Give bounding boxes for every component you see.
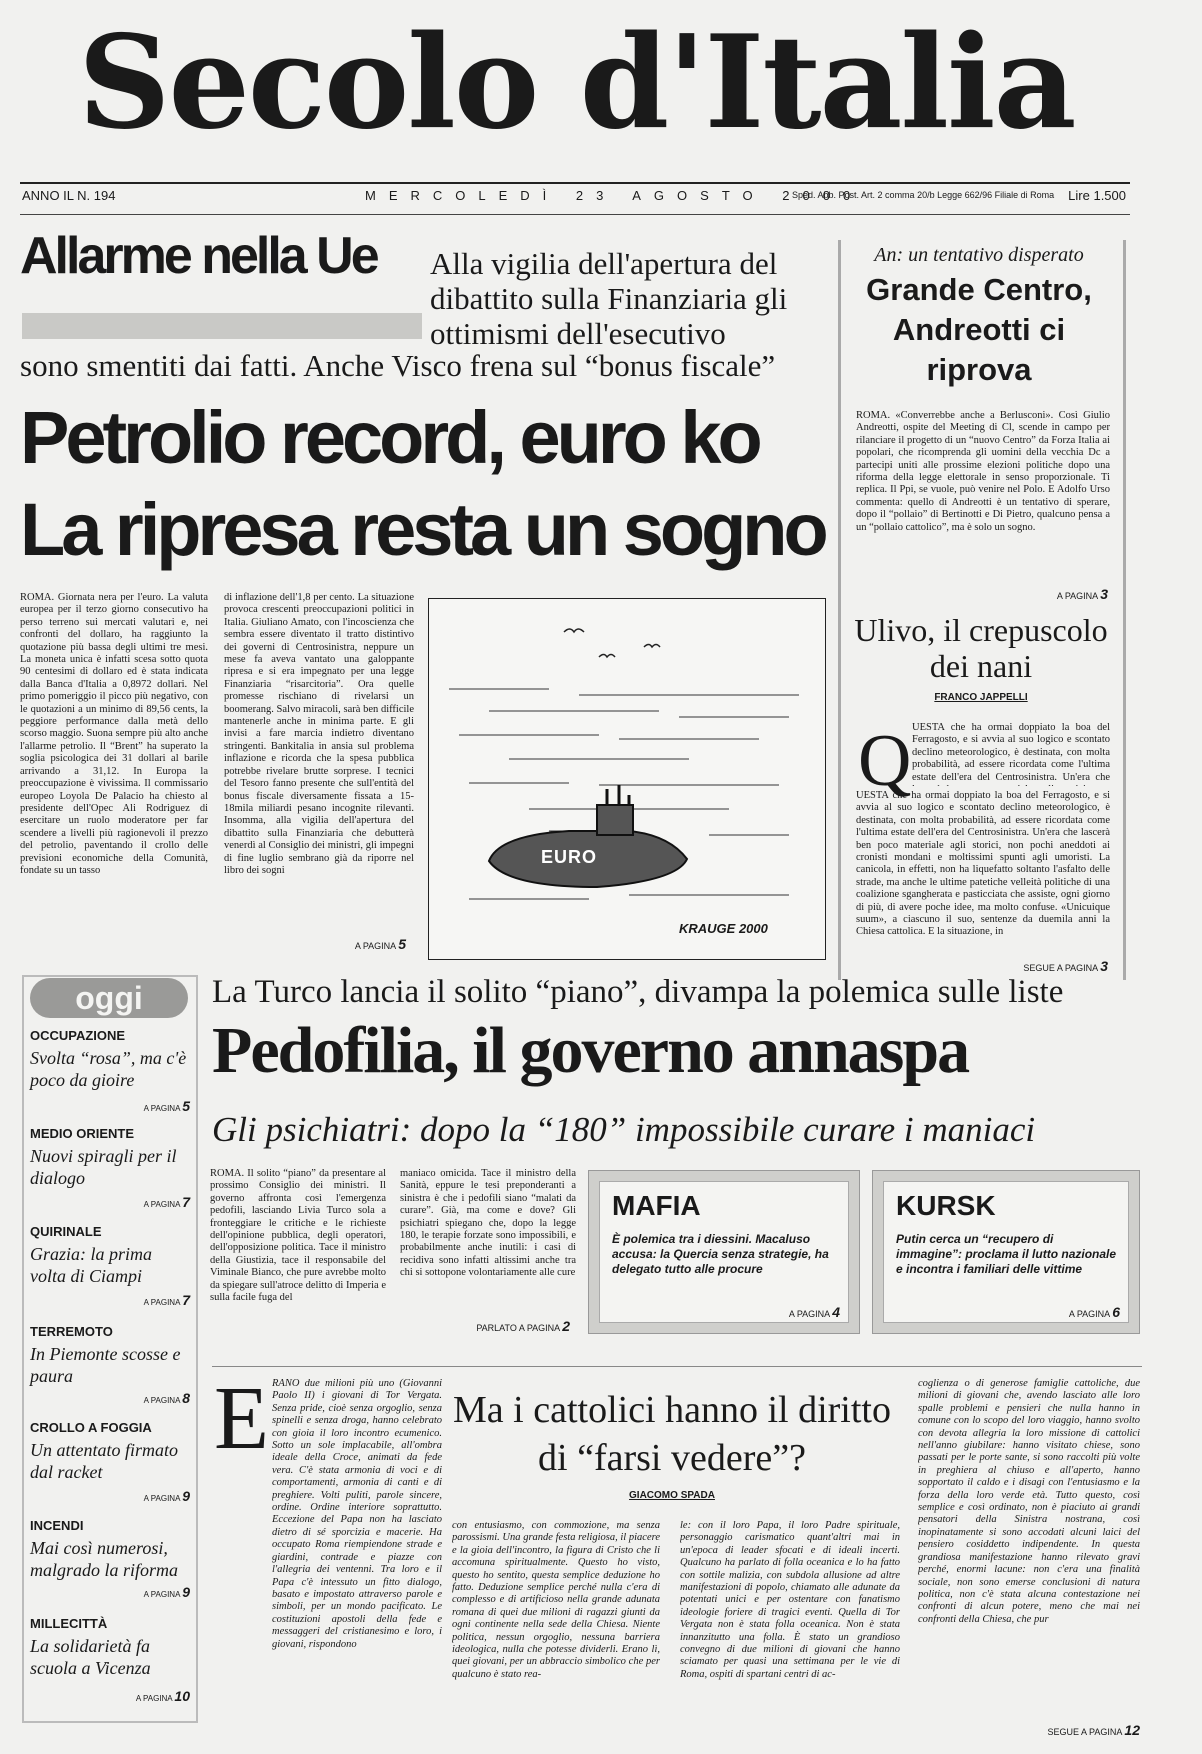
mafia-title: MAFIA — [612, 1190, 701, 1221]
page-ref-number: 3 — [1100, 958, 1108, 974]
oggi-item-page: A PAGINA 5 — [143, 1098, 190, 1114]
lead-deck-2: sono smentiti dai fatti. Anche Visco frena sul “bonus fiscale” — [20, 348, 776, 383]
kursk-text: Putin cerca un “recupero di immagine”: proclama il lutto nazionale e incontra i familiari delle vittime — [896, 1232, 1117, 1276]
lead-kicker: Allarme nella Ue — [20, 227, 377, 285]
right-mid-body: UESTA che ha ormai doppiato la boa del Ferragosto, e si avvia al suo logico e scontato declino meteorologico, è destinata, con molta probabilità, ad essere ricordata come l'ultima estate dell'era del Centrosinistra. Un'era che lascerà ben poco materiale agli storici, non pochi aneddoti ai cronisti mondani e moltissimi spunti agli umoristi. La canicola, in effetti, non ha liquefatto soltanto l'asfalto delle strade, ma anche le ultime patetiche velleità politiche di una coalizione sgangherata e pasticciata che assiste, ogni giorno di più, di avere poche idee, ma molto confuse. «Unicuique suum», a ciascuno il suo, sentenze da duemila anni la Chiesa cattolica. E la situazione, in — [856, 790, 1110, 938]
oggi-item-key: INCENDI — [30, 1518, 84, 1533]
oggi-item-key: TERREMOTO — [30, 1324, 113, 1339]
kursk-page-ref: A PAGINA 6 — [1068, 1304, 1120, 1320]
oggi-item-page: A PAGINA 7 — [143, 1292, 190, 1308]
right-top-kicker: An: un tentativo disperato — [874, 244, 1084, 266]
right-mid-author: FRANCO JAPPELLI — [934, 692, 1028, 703]
price: Lire 1.500 — [1068, 188, 1126, 203]
oggi-title: oggi — [30, 978, 188, 1018]
kursk-title: KURSK — [896, 1190, 996, 1221]
pedofilia-page-ref — [400, 1318, 570, 1334]
page-ref-label: SEGUE A PAGINA — [1023, 963, 1098, 973]
grey-bar — [22, 313, 422, 339]
oggi-item-page: A PAGINA 9 — [143, 1488, 190, 1504]
pedofilia-column-2: maniaco omicida. Tace il ministro della Sanità, eppure le tesi preponderanti a sinistra è che i pedofili siano “malati da curare”. Già, ma come e dove? Gli psichiatri spiegano che, dopo la legge 180, le terapie forzate sono impossibili, e probabilmente anche inutili: i casi di recidiva sono infatti altissimi anche tra chi si sottopone volontariamente alle cure — [400, 1168, 576, 1279]
cattolici-column-4: coglienza o di generose famiglie cattoliche, due milioni di giovani che, avendo lasciato alle loro spalle problemi e pensieri che nulla hanno in comune con lo scopo del loro viaggio, hanno svolto con devota allegria la loro missione di cattolici nell'anno giubilare: hanno visitato chiese, sono passati per le porte sante, si sono raccolti più volte in preghiera al chiuso e all'aperto, hanno sopportato il caldo e i disagi con l'entusiasmo e la forza della loro verde età. Tutto questo, così semplice e così ordinato, non è piaciuto ai grandi pensatori della Sinistra nostrana, così inopinatamente si sono accodati alcuni laici del pensiero cosiddetto indipendente. In questa grandiosa manifestazione hanno rilevato gravi perché, enormi lacune: non c'era una finalità sociale, non sono emerse conclusioni di natura politica, non c'è stata alcuna contestazione nei confronti di alcun potere, meno che mai nei confronti della Chiesa, che pur — [918, 1378, 1140, 1625]
divider — [212, 1366, 1142, 1367]
oggi-item-page: A PAGINA 7 — [143, 1194, 190, 1210]
oggi-item-text: La solidarietà fa scuola a Vicenza — [30, 1636, 151, 1678]
cartoon-drawing — [429, 599, 825, 959]
lead-headline-1: Petrolio record, euro ko — [20, 396, 759, 479]
page-ref-number: 5 — [398, 936, 406, 952]
cartoon-signature: KRAUGE 2000 — [679, 921, 768, 936]
pedofilia-subhead: Gli psichiatri: dopo la “180” impossibile curare i maniaci — [212, 1110, 1036, 1149]
page-ref-label: SEGUE A PAGINA — [1047, 1727, 1122, 1737]
masthead: Secolo d'Italia — [78, 8, 1075, 158]
oggi-item-key: QUIRINALE — [30, 1224, 102, 1239]
mafia-page-ref: A PAGINA 4 — [788, 1304, 840, 1320]
oggi-item-page: A PAGINA 9 — [143, 1584, 190, 1600]
right-top-headline: Grande Centro, Andreotti ci riprova — [866, 272, 1092, 387]
oggi-item-text: Un attentato firmato dal racket — [30, 1440, 178, 1482]
cattolici-column-2: con entusiasmo, con commozione, ma senza parossismi. Una grande festa religiosa, il piacere e la gioia dell'incontro, la figura di Cristo che li accomuna spiritualmente. Questo ho visto, questo ho sentito, questa semplice deduzione ho fatto. Deduzione semplice perché nulla c'era di complesso e di artificioso nella grande adunata romana di quei due milioni di ragazzi giunti da ogni continente nella sede della Chiesa. Niente politica, nessun orgoglio, nessuna barriera ideologica, nulla che potesse dividerli. Erano lì, quei giovani, per un abbraccio simbolico che per qualcuno è stato rea- — [452, 1520, 660, 1680]
lead-deck: Alla vigilia dell'apertura del dibattito sulla Finanziaria gli ottimismi dell'esecutivo — [430, 246, 788, 351]
issue-date: MERCOLEDÌ 23 AGOSTO 2000 — [365, 188, 864, 203]
cartoon — [428, 598, 826, 960]
oggi-item-key: OCCUPAZIONE — [30, 1028, 126, 1043]
oggi-item[interactable] — [30, 1028, 190, 1114]
cattolici-headline: Ma i cattolici hanno il diritto di “farsi vedere”? — [453, 1389, 891, 1479]
oggi-item[interactable] — [30, 1224, 190, 1308]
oggi-item-key: MILLECITTÀ — [30, 1616, 108, 1631]
right-mid-headline: Ulivo, il crepuscolo dei nani — [854, 612, 1108, 684]
oggi-item-text: In Piemonte scosse e paura — [30, 1344, 181, 1386]
page-ref-label: A PAGINA — [354, 941, 396, 951]
lead-headline-2: La ripresa resta un sogno — [20, 488, 825, 571]
lead-page-ref — [300, 936, 406, 952]
pedofilia-headline: Pedofilia, il governo annaspa — [212, 1014, 969, 1087]
dateline — [20, 182, 1130, 215]
oggi-item-page: A PAGINA 8 — [143, 1390, 190, 1406]
oggi-item[interactable] — [30, 1324, 190, 1406]
right-mid-dropcap: Q — [858, 720, 912, 802]
oggi-item-text: Nuovi spiragli per il dialogo — [30, 1146, 177, 1188]
oggi-item-key: MEDIO ORIENTE — [30, 1126, 135, 1141]
right-top-body: ROMA. «Converrebbe anche a Berlusconi». Così Giulio Andreotti, ospite del Meeting di Cl, scende in campo per rilanciare il progetto di un “nuovo Centro” da Forza Italia ai popolari, che ricomprenda gli uomini della vecchia Dc a partecipi uniti alle prossime elezioni politiche dopo una riforma della legge elettorale in senso proporzionale. Ti replica. Il Ppi, se vuole, può venire nel Polo. E Adolfo Urso commenta: quello di Andreotti è un tentativo di sperare, dopo il “pollaio” di Bertinotti e Di Pietro, qualcuno pensa a un “pollaio cattolico”, ma è solo un sogno. — [856, 410, 1110, 533]
mafia-box[interactable] — [588, 1170, 860, 1334]
kursk-box[interactable] — [872, 1170, 1140, 1334]
lead-column-2: di inflazione dell'1,8 per cento. La situazione provoca crescenti preoccupazioni politici in Italia. Giuliano Amato, con l'incoscienza che sembra essere diventato il tratto distintivo dei governi di Centrosinistra, neppure un mese fa aveva vantato una galoppante ripresa e si era impegnato per una legge Finanziaria “risarcitoria”. Ora quelle promesse rischiano di rivelarsi un boomerang. Salvo miracoli, sarà ben difficile mantenerle anche in minima parte. E gli invisi a fare marcia indietro diventano stringenti. Bankitalia in ansia sul problema inflazione e ricorda che la spesa pubblica potrebbe rivelare brutte sorprese. I tecnici del Tesoro fanno presente che sull'entità del bonus fiscale diversamente fissata a 15-18mila miliardi pesano incognite rilevanti. Insomma, alla vigilia dell'apertura del dibattito sulla Finanziaria che debutterà venerdì al Consiglio dei ministri, gli impegni di fine luglio sembrano già da riporre nel libro dei sogni — [224, 592, 414, 876]
pedofilia-kicker: La Turco lancia il solito “piano”, divampa la polemica sulle liste — [212, 974, 1064, 1010]
oggi-item-page: A PAGINA 10 — [135, 1688, 190, 1704]
oggi-item-key: CROLLO A FOGGIA — [30, 1420, 152, 1435]
oggi-item[interactable] — [30, 1126, 190, 1210]
page-ref-label: PARLATO A PAGINA — [476, 1323, 560, 1333]
cattolici-column-3: le: con il loro Papa, il loro Padre spirituale, personaggio carismatico quant'altri mai in un'epoca di leader sfocati e di ideali incerti. Qualcuno ha parlato di folla oceanica e lo ha fatto con sottile malizia, con subdola allusione ad altre manifestazioni di popolo, chiamato alle adunate da potentati unici e per ostentare con fanatismo ideologie foriere di tragici eventi. Quella di Tor Vergata non è stata folla oceanica. Non è stata innanzitutto una folla. È stato un grandioso convegno di due milioni di giovani che hanno sciamato per quasi una settimana per le vie di Roma, ospiti di spartani centri di ac- — [680, 1520, 900, 1680]
right-mid-body-top: UESTA che ha ormai doppiato la boa del Ferragosto, e si avvia al suo logico e scontato declino meteorologico, è destinata, con molta probabilità, ad essere ricordata come l'ultima estate dell'era del Centrosinistra. Un'era che — [912, 722, 1110, 783]
cattolici-column-1: RANO due milioni più uno (Giovanni Paolo II) i giovani di Tor Vergata. Senza pride, cioè senza orgoglio, senza spinelli e senza droga, hanno celebrato con gioia il loro incontro ecumenico. Sotto un sole implacabile, all'ombra ideale della Croce, animati da fede vera. C'è stata armonia di voci e di comportamenti, armonia di canti e di preghiere. Volti puliti, parole sincere, ordine. Ordine interiore soprattutto. Eccezione del Papa non ha lasciato dietro di sé sporcizia e macerie. Ha occupato Roma riempiendone strade e giardini, contrade e piazze con l'allegria dei ventenni. Tra loro e il Papa c'è intessuto un fitto dialogo, basato e impostato attraverso parole e simboli, per un mondo pacificato. Le costituzioni apostoli della fede e messaggeri del cristianesimo e loro, i giovani, rispondono — [272, 1378, 442, 1650]
page-ref-number: 2 — [562, 1318, 570, 1334]
cattolici-page-ref — [1000, 1722, 1140, 1738]
cattolici-author: GIACOMO SPADA — [629, 1490, 715, 1501]
page-ref-number: 12 — [1124, 1722, 1140, 1738]
oggi-item-text: Grazia: la prima volta di Ciampi — [30, 1244, 153, 1286]
mafia-text: È polemica tra i diessini. Macaluso accusa: la Quercia senza strategie, ha delegato tutto alle procure — [612, 1232, 829, 1276]
oggi-item[interactable] — [30, 1616, 190, 1704]
page-ref-label: A PAGINA — [1056, 591, 1098, 601]
cattolici-dropcap: E — [214, 1369, 269, 1468]
oggi-item-text: Svolta “rosa”, ma c'è poco da gioire — [30, 1048, 187, 1090]
issue-number: ANNO IL N. 194 — [22, 188, 116, 203]
right-top-page-ref — [990, 586, 1108, 602]
oggi-item-text: Mai così numerosi, malgrado la riforma — [30, 1538, 179, 1580]
postal-note: Sped. Abb. Post. Art. 2 comma 20/b Legge 662/96 Filiale di Roma — [792, 190, 1055, 200]
oggi-item[interactable] — [30, 1420, 190, 1504]
page-ref-number: 3 — [1100, 586, 1108, 602]
oggi-item[interactable] — [30, 1518, 190, 1600]
lead-column-1: ROMA. Giornata nera per l'euro. La valuta europea per il terzo giorno consecutivo ha perso terreno sui mercati valutari e, nei confronti del dollaro, ha raggiunto la quotazione più bassa degli ultimi tre mesi. La moneta unica è infatti scesa sotto quota 90 centesimi di dollaro ed è stata indicata dalla Banca d'Italia a 0,8972 dollari. Nel primo pomeriggio il picco più negativo, con le quotazioni a un minimo di 89,56 cents, la peggiore performance dalla metà dello scorso maggio. Suona sempre più alto anche l'allarme petrolio. Il “Brent” ha superato la soglia psicologica dei 31 dollari al barile arrivando a 31,12. In Europa la preoccupazione è vivissima. Il commissario europeo Loyola De Palacio ha chiesto al presidente dell'Opec Ali Rodriguez di esercitare un ruolo moderatore per far scendere a livelli più ragionevoli il prezzo del petrolio, paventando il crollo delle previsioni economiche della Comunità, fondate su un tasso — [20, 592, 208, 876]
pedofilia-column-1: ROMA. Il solito “piano” da presentare al prossimo Consiglio dei ministri. Il governo affronta così l'emergenza pedofili, lasciando Livia Turco sola a fronteggiare le critiche e le richieste dell'opinione pubblica, degli operatori, dell'opposizione politica. Tace il ministro della Giustizia, tace il responsabile del Viminale Bianco, che pure avrebbe molto da spiegare sull'atroce delitto di Imperia e sulla facile fuga del — [210, 1168, 386, 1304]
cartoon-label: EURO — [541, 847, 598, 867]
